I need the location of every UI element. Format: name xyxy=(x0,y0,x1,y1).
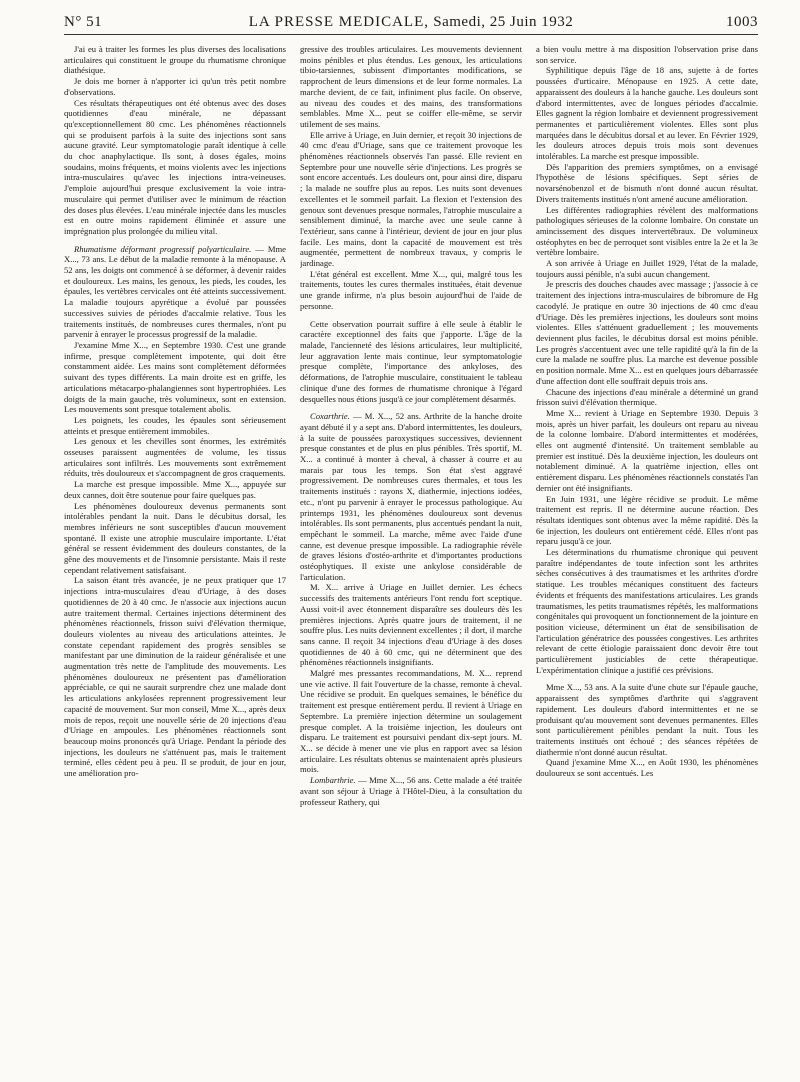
paragraph-text: Les phénomènes douloureux devenus permanents sont intolérables pendant la nuit. Dans le décubitus dorsal, les membres inférieurs ne sont susceptibles d'aucun mouvement spontané. Il existe une atrophie musculaire importante. L'état général se ressent évidemment des douleurs constantes, de la gêne des mouvements et de l'insomnie persistante. Mais il reste cependant relativement satisfaisant. xyxy=(64,500,286,575)
paragraph xyxy=(536,494,758,548)
issue-date: Samedi, 25 Juin 1932 xyxy=(433,14,574,30)
paragraph xyxy=(536,682,758,757)
paragraph xyxy=(536,408,758,494)
paragraph xyxy=(64,479,286,500)
paragraph-text: Je dois me borner à n'apporter ici qu'un très petit nombre d'observations. xyxy=(64,76,286,97)
paragraph-text: M. X... arrive à Uriage en Juillet dernier. Les échecs successifs des traitements antérieurs l'ont rendu fort sceptique. Aussi voit-il avec étonnement disparaître ses douleurs dès les premières injections. Après quatre jours de traitement, il ne souffre plus. Les nuits deviennent excellentes ; il dort, il marche sans canne. Il reçoit 34 injections d'eau d'Uriage à des doses quotidiennes de 40 à 60 cmc, qui ne déterminent que des phénomènes réactionnels insignifiants. xyxy=(300,582,522,668)
paragraph xyxy=(300,411,522,582)
paragraph xyxy=(536,279,758,386)
paragraph xyxy=(300,269,522,312)
paragraph-text: gressive des troubles articulaires. Les mouvements deviennent moins pénibles et plus étendus. Les genoux, les articulations tibio-tarsiennes, subissent d'importantes modifications, se rapprochent de leurs dimensions et de leur forme normales. La marche devient, de ce fait, infiniment plus facile. On observe, au niveau des coudes et des mains, des transformations semblables. Mme X... peut se coiffer elle-même, se servir utilement de ses mains. xyxy=(300,44,522,129)
paragraph xyxy=(536,205,758,259)
page-number: 1003 xyxy=(726,14,758,30)
paragraph xyxy=(300,775,522,807)
paragraph-text: J'examine Mme X..., en Septembre 1930. C'est une grande infirme, presque complètement impotente, qui doit être constamment aidée. Les mains sont complètement déformées suivant des types différents. La main droite est en griffe, les articulations métacarpo-phalangiennes sont hypertrophiées. Les doigts de la main gauche, très volumineux, sont en extension. Les mouvements sont presque totalement abolis. xyxy=(64,339,286,415)
paragraph-text: Syphilitique depuis l'âge de 18 ans, sujette à de fortes poussées d'urticaire. Ménopause en 1925. A cette date, apparaissent des douleurs à la hanche gauche. Les douleurs sont d'abord intermittentes, avec de longues périodes d'accalmie. Elles gagnent la région lombaire et deviennent progressivement permanentes et particulièrement violentes. Elles sont plus marquées dans le décubitus dorsal et au lever. En Février 1929, les douleurs atroces depuis trois mois sont devenues intolérables. La marche est presque impossible. xyxy=(536,65,758,162)
paragraph xyxy=(64,575,286,778)
case-heading: Coxarthrie. xyxy=(310,411,350,422)
paragraph xyxy=(300,668,522,775)
paragraph-text: La marche est presque impossible. Mme X..., appuyée sur deux cannes, doit être soutenue pour faire quelques pas. xyxy=(64,479,286,500)
paragraph xyxy=(300,130,522,269)
paragraph xyxy=(64,436,286,479)
issue-number: N° 51 xyxy=(64,14,103,30)
paragraph-text: Elle arrive à Uriage, en Juin dernier, et reçoit 30 injections de 40 cmc d'eau d'Uriage, sans que ce traitement provoque les phénomènes réactionnels observés l'an passé. Elle revient en Septembre pour une nouvelle série d'injections. Les progrès se sont encore accentués. Les douleurs ont, pour ainsi dire, disparu ; la malade ne souffre plus au repos. Les nuits sont devenues excellentes et le sommeil parfait. La flexion et l'extension des genoux sont devenues presque normales, l'atrophie musculaire a sensiblement diminué, la marche avec une seule canne à l'extérieur, sans canne à l'intérieur, devient de jour en jour plus facile. Les mains, dont la capacité de mouvement est très augmentée, permettent de nombreux travaux, y compris le jardinage. xyxy=(300,129,522,269)
paragraph-text: — Mme X..., 73 ans. Le début de la maladie remonte à la ménopause. A 52 ans, les doigts ont commencé à se déformer, à devenir raides et douloureux. Les mains, les genoux, les pieds, les coudes, les épaules, les vertèbres cervicales ont été atteints successivement. La maladie toujours apyrétique a évolué par poussées successives suivies de périodes d'accalmie relative. Tous les traitements institués, de nombreuses cures thermales, n'ont pu parvenir à enrayer le processus progressif de la maladie. xyxy=(64,243,286,340)
journal-name: LA PRESSE MEDICALE, xyxy=(248,14,429,30)
paragraph-text: A son arrivée à Uriage en Juillet 1929, l'état de la malade, toujours aussi pénible, n'a subi aucun changement. xyxy=(536,258,758,279)
paragraph-text: Chacune des injections d'eau minérale a déterminé un grand frisson suivi d'élévation thermique. xyxy=(536,386,758,408)
paragraph-text: Les genoux et les chevilles sont énormes, les extrémités osseuses paraissent augmentées de volume, les tissus articulaires sont infiltrés. Les mouvements sont extrêmement réduits, très douloureux et s'accompagnent de gros craquements. xyxy=(64,436,286,479)
paragraph xyxy=(64,76,286,97)
paragraph-text: Malgré mes pressantes recommandations, M. X... reprend une vie active. Il fait l'ouverture de la chasse, remonte à cheval. Une récidive se produit. En quelques semaines, le bénéfice du traitement est presque entièrement perdu. Il revient à Uriage en Septembre. La première injection détermine un soulagement presque complet. A la troisième injection, les douleurs ont disparu. Le traitement est poursuivi pendant dix-sept jours. M. X... se décide à mener une vie plus en rapport avec sa lésion articulaire. Les résultats obtenus se maintenaient après plusieurs mois. xyxy=(300,668,522,775)
paragraph xyxy=(536,44,758,65)
paragraph xyxy=(536,757,758,778)
paragraph xyxy=(64,415,286,436)
paragraph-text: Les différentes radiographies révèlent des malformations pathologiques sérieuses de la colonne lombaire. On constate un amincissement des disques intervertébraux. De volumineux ostéophytes en bec de perroquet sont visibles entre la 2e et la 3e vertèbre lombaire. xyxy=(536,204,758,258)
paragraph-text: Mme X..., 53 ans. A la suite d'une chute sur l'épaule gauche, apparaissent des symptômes d'arthrite qui s'aggravent rapidement. Les douleurs d'abord intermittentes et ne se produisant qu'au mouvement sont devenues permanentes. Elles sont particulièrement pénibles pendant la nuit. Tous les traitements institués ont échoué ; des séances répétées de diathermie n'ont donné aucun résultat. xyxy=(536,682,758,757)
paragraph-text: Mme X... revient à Uriage en Septembre 1930. Depuis 3 mois, après un hiver parfait, les douleurs ont reparu au niveau de la colonne lombaire. D'abord intermittentes et modérées, elles ont augmenté d'intensité. Un traitement semblable au premier est institué. Dès la deuxième injection, les douleurs ont notablement diminué. A la quatrième injection, elles ont entièrement disparu. Les phénomènes réactionnels constatés l'an dernier ont été insignifiants. xyxy=(536,407,758,493)
paragraph xyxy=(64,501,286,576)
paragraph-text: J'ai eu à traiter les formes les plus diverses des localisations articulaires qui constituent le groupe du rhumatisme chronique diathésique. xyxy=(64,44,286,76)
paragraph-text: Les déterminations du rhumatisme chronique qui peuvent paraître indépendantes de toute infection sont les arthrites sèches consécutives à des traumatismes et les arthrites d'ordre statique. Les troubles mécaniques constituent des facteurs évidents et fréquents des manifestations articulaires. Les grands traumatismes, les petits traumatismes répétés, les malformations congénitales qui provoquent un fonctionnement de la jointure en position vicieuse, déterminent un état de sensibilisation de l'articulation génératrice des poussées congestives. Les arthrites relevant de cette étiologie paraissaient donc devoir être tout particulièrement justiciables de cette thérapeutique. L'expérimentation clinique a justifié ces prévisions. xyxy=(536,547,758,675)
paragraph-text: — M. X..., 52 ans. Arthrite de la hanche droite ayant débuté il y a sept ans. D'abord intermittentes, les douleurs, à la suite de poussées paroxystiques successives, deviennent presque constantes et de plus en plus pénibles. Très sportif, M. X... a continué à monter à cheval, à chasser à courre et au marais par tous les temps. Son état s'est aggravé progressivement. De nombreuses cures thermales, et tous les traitements institués : rayons X, diathermie, injections iodées, etc., n'ont pu parvenir à enrayer le processus pathologique. Au printemps 1931, les phénomènes douloureux sont devenus intolérables. Ils sont permanents, plus accentués pendant la nuit, empêchant le sommeil. La marche, même avec l'aide d'une canne, est devenue presque impossible. La radiographie révèle de graves lésions d'ostéo-arthrite et d'importantes productions ostéophytiques. Il existe une ankylose considérable de l'articulation. xyxy=(300,411,522,582)
case-heading: Lombarthrie. xyxy=(310,775,356,786)
paragraph-text: — Mme X..., 56 ans. Cette malade a été traitée avant son séjour à Uriage à l'Hôtel-Dieu, à la consultation du professeur Rathery, qui xyxy=(300,775,522,807)
page-header xyxy=(64,10,758,35)
paragraph xyxy=(64,44,286,76)
paragraph-text: Je prescris des douches chaudes avec massage ; j'associe à ce traitement des injections intra-musculaires de bibromure de Hg cacodylé. Je pratique en outre 30 injections de 40 cmc d'eau d'Uriage. Dès les premières injections, les douleurs sont moins violentes. Elles s'atténuent graduellement ; les mouvements deviennent plus faciles, le décubitus dorsal est moins pénible. Les progrès s'accentuent avec une telle rapidité qu'à la fin de la cure la malade ne souffre plus. La marche est devenue possible en position normale. Mme X... est en quelques jours débarrassée d'une affection dont elle souffrait depuis trois ans. xyxy=(536,279,758,386)
column-left xyxy=(64,44,286,1074)
column-middle xyxy=(300,44,522,1074)
paragraph-text: Dès l'apparition des premiers symptômes, on a envisagé l'hypothèse de lésions spécifiques. Sept séries de novarsénobenzol et de bismuth n'ont donné aucun résultat. Divers traitements institués n'ont amené aucune amélioration. xyxy=(536,161,758,204)
paragraph-text: Quand j'examine Mme X..., en Août 1930, les phénomènes douloureux se sont accentués. Les xyxy=(536,757,758,779)
paragraph-text: a bien voulu mettre à ma disposition l'observation prise dans son service. xyxy=(536,44,758,65)
paragraph-text: Ces résultats thérapeutiques ont été obtenus avec des doses quotidiennes d'eau minérale, ne dépassant qu'exceptionnellement 80 cmc. Les phénomènes réactionnels qui se produisent parfois à la suite des injections sont sans aucune gravité. Leur symptomatologie paraît identique à celle du choc anaphylactique. Ils sont, à doses égales, moins soudains, moins fréquents, et moins violents avec les injections intra-musculaires qu'avec les injections intra-veineuses. J'emploie aujourd'hui presque exclusivement la voie intra-musculaire qui permet d'utiliser avec le minimum de réaction des doses plus élevées. L'eau minérale injectée dans les muscles est en outre moins rapidement éliminée et assure une imprégnation plus prolongée du milieu vital. xyxy=(64,97,286,236)
paragraph-text: L'état général est excellent. Mme X..., qui, malgré tous les traitements, toutes les cures thermales instituées, était devenue une grande infirme, n'a plus besoin aujourd'hui de l'aide de personne. xyxy=(300,268,522,311)
paragraph-text: La saison étant très avancée, je ne peux pratiquer que 17 injections intra-musculaires d'eau d'Uriage, à des doses quotidiennes de 20 à 40 cmc. Je n'associe aux injections aucun autre traitement thermal. Certaines injections déterminent des phénomènes réactionnels, frisson suivi d'élévation thermique, douleurs violentes au niveau des articulations atteintes. Je constate cependant rapidement des progrès sensibles se manifestant par une diminution de la raideur généralisée et une augmentation très nette de l'amplitude des mouvements. Les phénomènes douloureux ne présentent pas d'amélioration appréciable, ce qui ne saurait surprendre chez une malade dont les articulations ankylosées reprennent progressivement leur capacité de mouvement. Sur mon conseil, Mme X..., après deux mois de repos, reçoit une nouvelle série de 20 injections d'eau d'Uriage en ampoules. Les phénomènes réactionnels sont beaucoup moins prononcés qu'à Uriage. Pendant la période des injections, les douleurs ne s'atténuent pas, mais le traitement terminé, elles cèdent peu à peu. Il se produit, de jour en jour, une amélioration pro- xyxy=(64,575,286,779)
column-right xyxy=(536,44,758,1074)
paragraph xyxy=(536,258,758,279)
paragraph xyxy=(536,547,758,675)
paragraph xyxy=(64,340,286,415)
paragraph xyxy=(64,244,286,340)
paragraph xyxy=(536,387,758,408)
paragraph xyxy=(64,98,286,237)
paragraph-text: En Juin 1931, une légère récidive se produit. Le même traitement est repris. Il ne détermine aucune réaction. Des résultats identiques sont obtenus avec la même rapidité. Dès la 6e injection, les douleurs ont entièrement cédé. Elles n'ont pas reparu jusqu'à ce jour. xyxy=(536,493,758,547)
paragraph-text: Les poignets, les coudes, les épaules sont sérieusement atteints et presque entièrement immobiles. xyxy=(64,414,286,436)
paragraph xyxy=(300,582,522,668)
case-heading: Rhumatisme déformant progressif polyarticulaire. xyxy=(74,243,252,254)
paragraph-text: Cette observation pourrait suffire à elle seule à établir le caractère exceptionnel des faits que j'apporte. L'âge de la malade, l'ancienneté des lésions articulaires, leur multiplicité, leur aggravation lente mais continue, leur symptomatologie presque complète, l'importance des ankyloses, des déformations, de l'atrophie musculaire, constituaient le tableau clinique d'une des formes de rhumatisme chronique à l'égard desquelles nous étions jusqu'à ce jour complètement désarmés. xyxy=(300,318,522,404)
paragraph xyxy=(536,65,758,161)
paragraph xyxy=(536,162,758,205)
paragraph xyxy=(300,44,522,130)
running-title xyxy=(64,14,758,31)
article-body xyxy=(64,44,758,1074)
paragraph xyxy=(300,319,522,405)
